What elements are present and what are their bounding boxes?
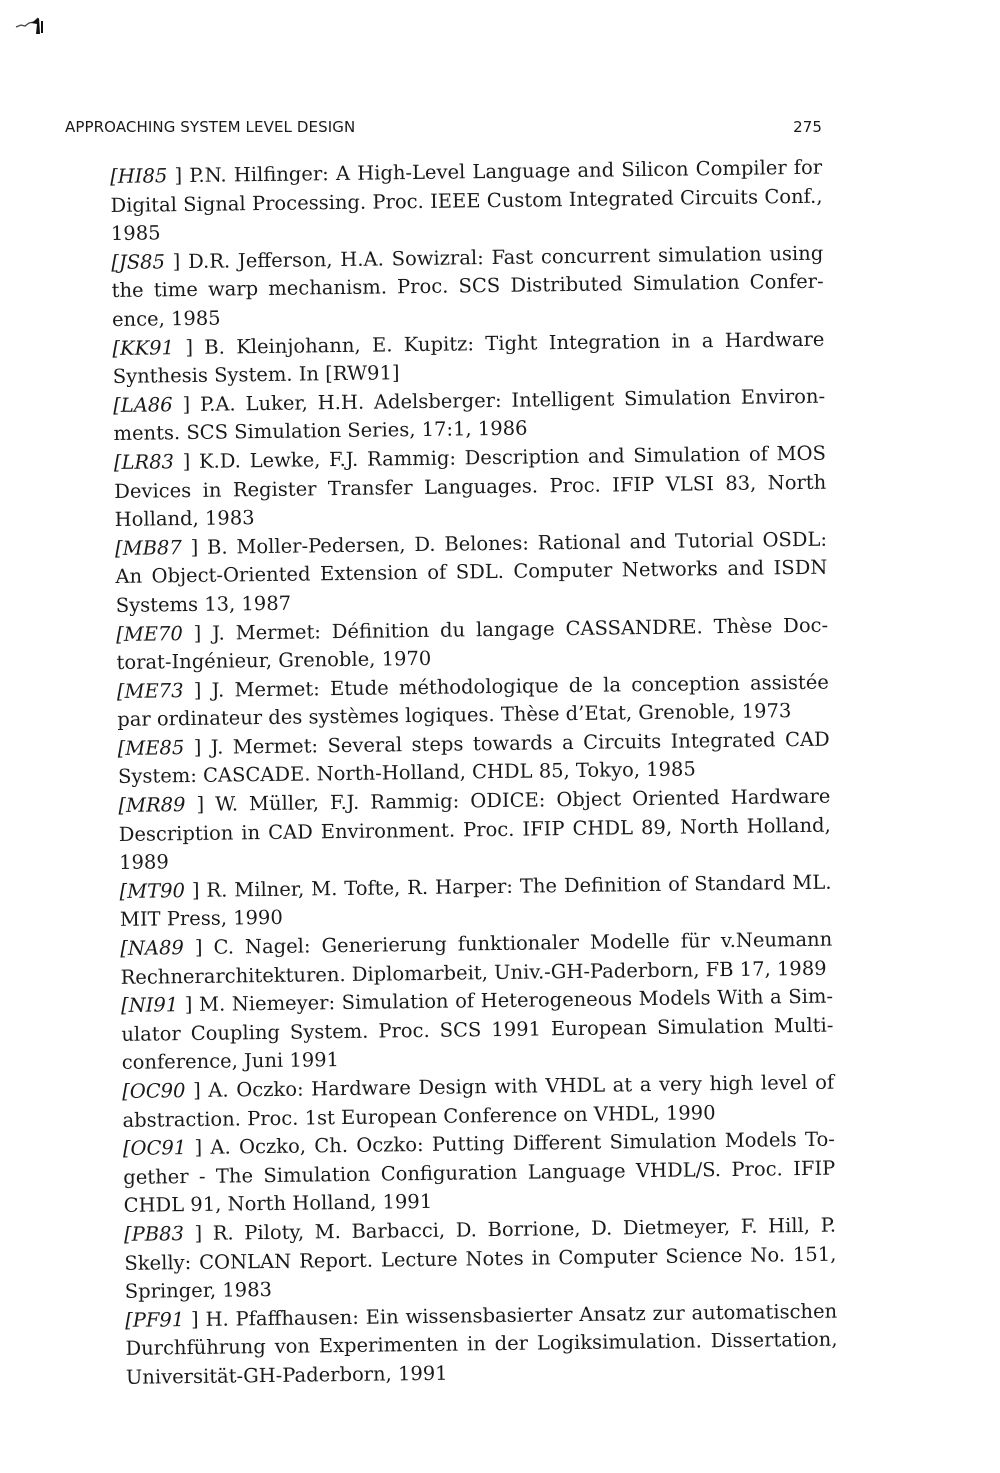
reference-entry: [117, 726, 830, 793]
reference-text: J. Mermet: Définition du langage CASSANDRE. Thèse Doctorat-Ingénieur, Grenoble, 1970: [116, 613, 829, 675]
reference-entry: [118, 783, 831, 878]
reference-entry: [116, 611, 829, 678]
reference-entry: [117, 668, 830, 735]
reference-list: [110, 154, 838, 1393]
reference-text: K.D. Lewke, F.J. Rammig: Description and Simulation of MOS Devices in Register Transfer Languages. Proc. IFIP VLSI 83, North Holland, 1983: [114, 441, 827, 532]
reference-key: [ME70 ]: [116, 621, 202, 646]
reference-entry: [122, 1069, 835, 1136]
reference-key: [ME73 ]: [116, 678, 202, 703]
reference-key: [MB87 ]: [114, 535, 199, 560]
reference-text: R. Milner, M. Tofte, R. Harper: The Definition of Standard ML. MIT Press, 1990: [119, 870, 832, 932]
reference-key: [NI91 ]: [120, 993, 193, 1018]
reference-entry: [113, 382, 826, 449]
reference-key: [MT90 ]: [119, 878, 200, 903]
reference-entry: [123, 1126, 836, 1221]
reference-entry: [125, 1297, 838, 1392]
reference-key: [ME85 ]: [117, 735, 202, 760]
reference-text: W. Müller, F.J. Rammig: ODICE: Object Oriented Hardware Description in CAD Environment. Proc. IFIP CHDL 89, North Holland, 1989: [118, 784, 831, 875]
reference-key: [OC91 ]: [122, 1136, 203, 1161]
reference-key: [LA86 ]: [113, 392, 191, 417]
reference-entry: [110, 154, 823, 249]
reference-key: [OC90 ]: [122, 1078, 201, 1103]
reference-key: [MR89 ]: [118, 792, 205, 818]
reference-entry: [114, 440, 827, 535]
reference-key: [KK91 ]: [112, 335, 194, 360]
reference-key: [NA89 ]: [120, 935, 203, 960]
reference-text: J. Mermet: Several steps towards a Circuits Integrated CAD System: CASCADE. North-Holland, CHDL 85, Tokyo, 1985: [117, 727, 830, 789]
reference-key: [LR83 ]: [113, 449, 191, 474]
reference-entry: [121, 983, 834, 1078]
reference-text: M. Niemeyer: Simulation of Heterogeneous Models With a Simulator Coupling System. Proc. SCS 1991 European Simulation Multiconference, Juni 1991: [121, 984, 834, 1075]
reference-text: B. Kleinjohann, E. Kupitz: Tight Integration in a Hardware Synthesis System. In [RW91]: [112, 327, 825, 389]
reference-entry: [111, 239, 824, 334]
reference-text: P.N. Hilfinger: A High-Level Language and Silicon Compiler for Digital Signal Processing. Proc. IEEE Custom Integrated Circuits Conf., 1985: [110, 155, 823, 246]
reference-text: J. Mermet: Etude méthodologique de la conception assistée par ordinateur des systèmes logiques. Thèse d’Etat, Grenoble, 1973: [117, 670, 830, 732]
reference-key: [JS85 ]: [111, 249, 181, 274]
reference-key: [PB83 ]: [123, 1221, 203, 1246]
reference-entry: [120, 926, 833, 993]
reference-text: C. Nagel: Generierung funktionaler Modelle für v.Neumann Rechnerarchitekturen. Diplomarbeit, Univ.-GH-Paderborn, FB 17, 1989: [120, 927, 833, 989]
reference-text: B. Moller-Pedersen, D. Belones: Rational and Tutorial OSDL: An Object-Oriented Extension of SDL. Computer Networks and ISDN Systems 13, 1987: [115, 527, 828, 617]
reference-text: H. Pfaffhausen: Ein wissensbasierter Ansatz zur automatischen Durchführung von Experimenten in der Logiksimulation. Dissertation, Universität-GH-Paderborn, 1991: [125, 1299, 838, 1389]
running-title: APPROACHING SYSTEM LEVEL DESIGN: [65, 118, 356, 136]
reference-text: A. Oczko, Ch. Oczko: Putting Different Simulation Models Together - The Simulation Configuration Language VHDL/S. Proc. IFIP CHDL 91, North Holland, 1991: [123, 1127, 836, 1218]
running-header: [65, 118, 822, 142]
reference-text: P.A. Luker, H.H. Adelsberger: Intelligent Simulation Environments. SCS Simulation Series, 17:1, 1986: [113, 384, 826, 446]
reference-text: D.R. Jefferson, H.A. Sowizral: Fast concurrent simulation using the time warp mechanism. Proc. SCS Distributed Simulation Conference, 1985: [111, 241, 824, 331]
reference-entry: [124, 1212, 837, 1307]
scan-artifact-mark: [14, 10, 44, 36]
reference-text: R. Piloty, M. Barbacci, D. Borrione, D. Dietmeyer, F. Hill, P. Skelly: CONLAN Report. Lecture Notes in Computer Science No. 151, Springer, 1983: [124, 1213, 837, 1304]
reference-entry: [119, 868, 832, 935]
reference-key: [HI85 ]: [110, 164, 183, 188]
reference-entry: [115, 525, 828, 620]
reference-entry: [112, 325, 825, 392]
reference-key: [PF91 ]: [124, 1307, 199, 1332]
reference-text: A. Oczko: Hardware Design with VHDL at a very high level of abstraction. Proc. 1st European Conference on VHDL, 1990: [122, 1070, 835, 1132]
page-number: 275: [793, 118, 822, 136]
